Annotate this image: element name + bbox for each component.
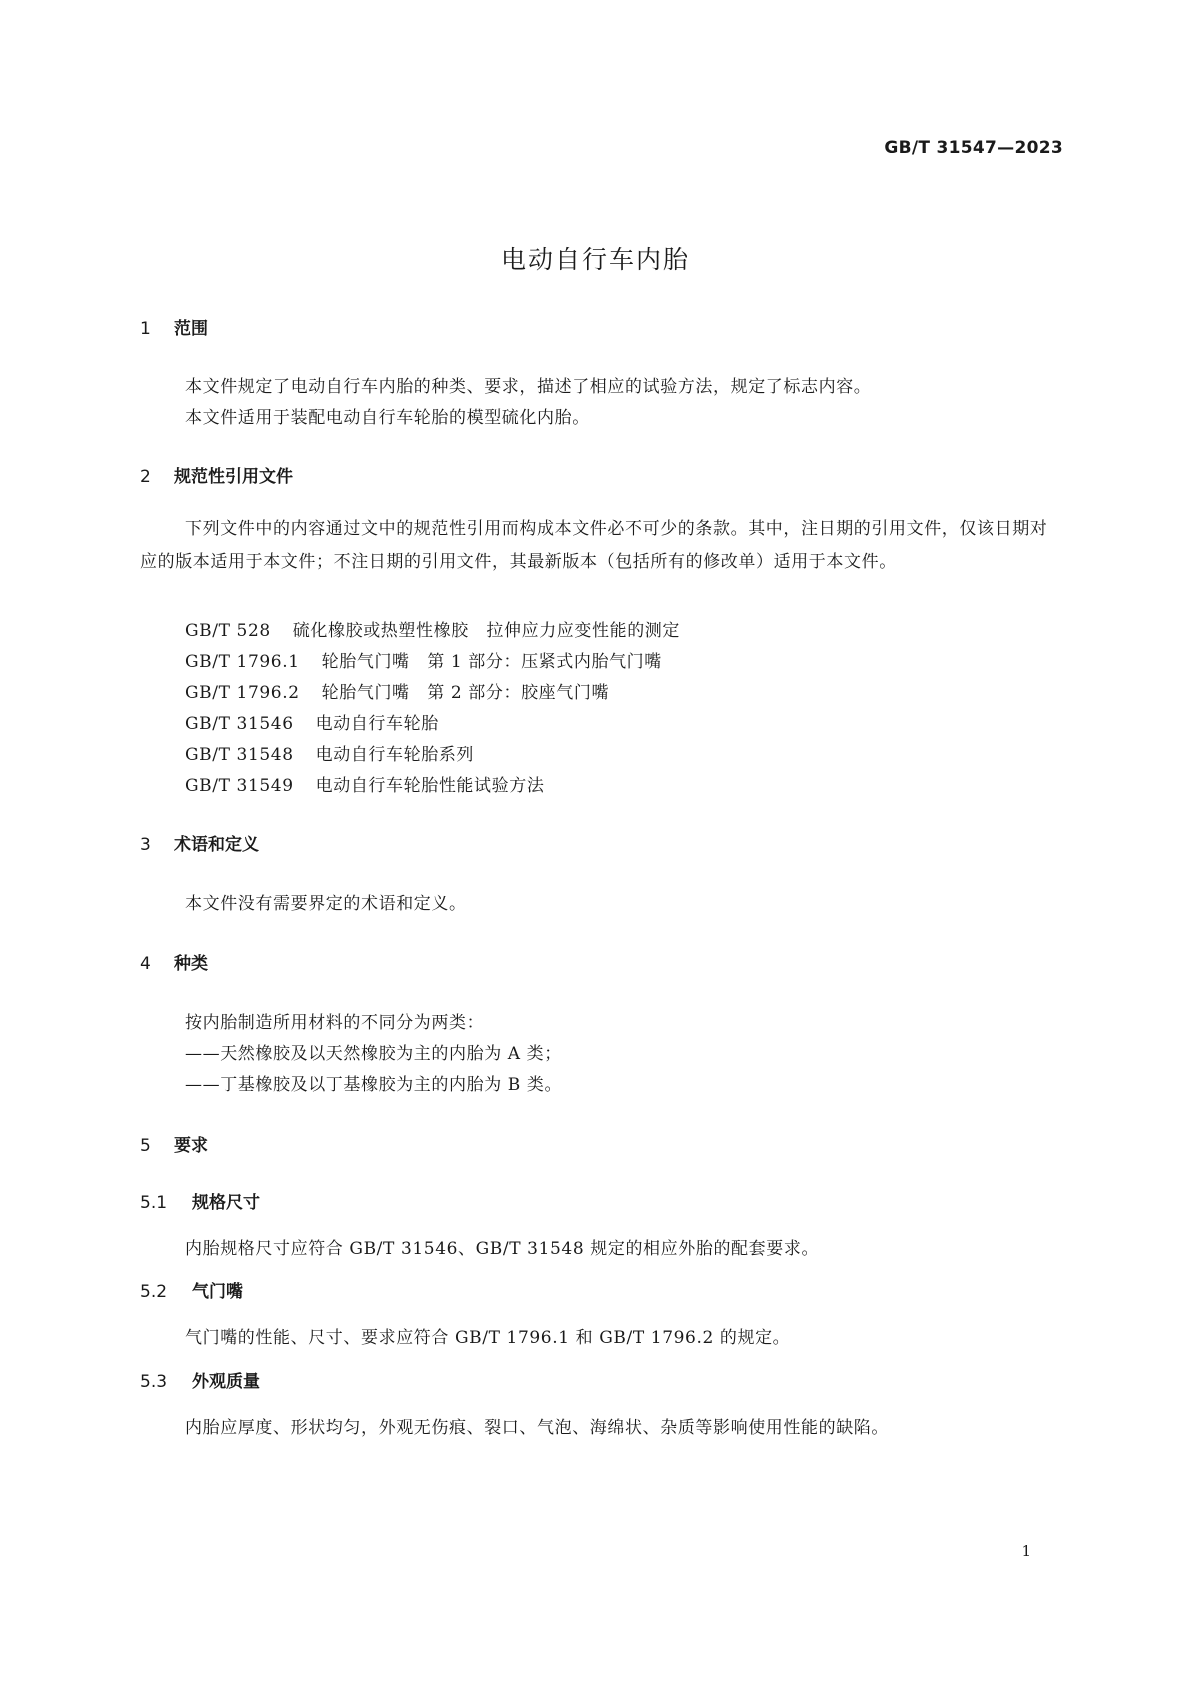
- section-number: 5: [140, 1136, 151, 1156]
- reference-title: 电动自行车轮胎性能试验方法: [315, 776, 545, 796]
- section-number: 1: [140, 319, 151, 339]
- paragraph: 本文件没有需要界定的术语和定义。: [185, 894, 467, 914]
- section-5-heading: [140, 1131, 208, 1156]
- list-item: ——天然橡胶及以天然橡胶为主的内胎为 A 类；: [185, 1044, 562, 1064]
- reference-item: [185, 647, 662, 672]
- reference-title: 电动自行车轮胎系列: [315, 745, 475, 765]
- section-2-heading: [140, 462, 293, 487]
- paragraph: 内胎规格尺寸应符合 GB/T 31546、GB/T 31548 规定的相应外胎的配套要求。: [185, 1239, 820, 1259]
- reference-code: GB/T 31549: [185, 776, 294, 796]
- intro-text: 下列文件中的内容通过文中的规范性引用而构成本文件必不可少的条款。其中，注日期的引用文件，仅该日期对应的版本适用于本文件；不注日期的引用文件，其最新版本（包括所有的修改单）适用于本文件。: [140, 519, 1048, 572]
- section-title: 要求: [174, 1136, 208, 1156]
- reference-code: GB/T 528: [185, 621, 271, 641]
- paragraph: 本文件规定了电动自行车内胎的种类、要求，描述了相应的试验方法，规定了标志内容。: [185, 377, 872, 397]
- section-3-heading: [140, 830, 259, 855]
- paragraph: 本文件适用于装配电动自行车轮胎的模型硫化内胎。: [185, 408, 590, 428]
- subsection-number: 5.1: [140, 1193, 168, 1213]
- reference-code: GB/T 31546: [185, 714, 294, 734]
- standard-code: GB/T 31547—2023: [884, 138, 1063, 158]
- reference-title: 硫化橡胶或热塑性橡胶 拉伸应力应变性能的测定: [292, 621, 680, 641]
- subsection-5-2-heading: [140, 1277, 243, 1302]
- section-4-heading: [140, 949, 208, 974]
- paragraph: 气门嘴的性能、尺寸、要求应符合 GB/T 1796.1 和 GB/T 1796.2 的规定。: [185, 1328, 791, 1348]
- subsection-title: 气门嘴: [192, 1282, 243, 1302]
- reference-title: 电动自行车轮胎: [315, 714, 439, 734]
- document-title: 电动自行车内胎: [500, 245, 690, 274]
- section-title: 范围: [174, 319, 208, 339]
- reference-title: 轮胎气门嘴 第 2 部分：胶座气门嘴: [321, 683, 610, 703]
- subsection-5-3-heading: [140, 1367, 260, 1392]
- subsection-title: 规格尺寸: [192, 1193, 260, 1213]
- intro-paragraph: [140, 513, 1060, 579]
- reference-item: [185, 740, 474, 765]
- section-title: 术语和定义: [174, 835, 259, 855]
- subsection-number: 5.2: [140, 1282, 168, 1302]
- reference-title: 轮胎气门嘴 第 1 部分：压紧式内胎气门嘴: [321, 652, 662, 672]
- list-item: ——丁基橡胶及以丁基橡胶为主的内胎为 B 类。: [185, 1075, 563, 1095]
- reference-item: [185, 678, 609, 703]
- section-1-heading: [140, 314, 208, 339]
- subsection-number: 5.3: [140, 1372, 168, 1392]
- reference-code: GB/T 1796.1: [185, 652, 300, 672]
- reference-code: GB/T 31548: [185, 745, 294, 765]
- section-title: 规范性引用文件: [174, 467, 293, 487]
- paragraph: 内胎应厚度、形状均匀，外观无伤痕、裂口、气泡、海绵状、杂质等影响使用性能的缺陷。: [185, 1418, 889, 1438]
- reference-item: [185, 771, 544, 796]
- section-title: 种类: [174, 954, 208, 974]
- paragraph: 按内胎制造所用材料的不同分为两类：: [185, 1013, 485, 1033]
- subsection-title: 外观质量: [192, 1372, 260, 1392]
- page-number: 1: [1021, 1542, 1031, 1560]
- section-number: 2: [140, 467, 151, 487]
- section-number: 4: [140, 954, 151, 974]
- subsection-5-1-heading: [140, 1188, 260, 1213]
- reference-item: [185, 709, 439, 734]
- reference-item: [185, 616, 680, 641]
- section-number: 3: [140, 835, 151, 855]
- reference-code: GB/T 1796.2: [185, 683, 300, 703]
